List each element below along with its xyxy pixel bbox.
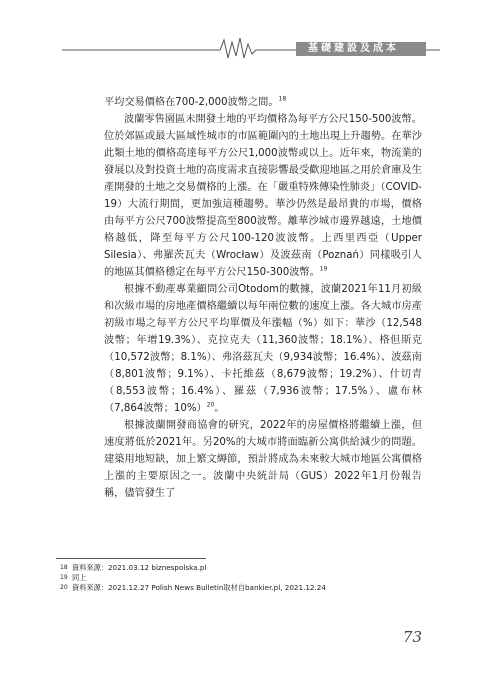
footnote-number: 19 (60, 574, 68, 581)
footnote-separator (56, 558, 206, 559)
footnote (60, 563, 420, 573)
paragraph-text: 根據波蘭開發商協會的研究，2022年的房屋價格將繼續上漲，但速度將低於2021年。另20%的大城市將面臨新公寓供給減少的問題。建築用地短缺，加上繁文縟節，預計將成為未來較大城市地區公寓價格上漲的主要原因之一。波蘭中央統計局（GUS）2022年1月份報告稱，儘管發生了 (104, 420, 422, 499)
footnote-text: 同上 (72, 573, 87, 582)
paragraph-text: 根據不動產專業顧問公司Otodom的數據，波蘭2021年11月初級和次級市場的房地產價格繼續以每年兩位數的速度上漲。各大城市房產初級市場之每平方公尺平均單價及年漲幅（%）如下：華沙（12,548波幣；年增19.3%）、克拉克夫（11,360波幣；18.1%）、格但斯克（10,572波幣；8.1%）、弗洛茲瓦夫（9,934波幣；16.4%）、波茲南（8,801波幣；9.1%）、卡托維茲（8,679波幣；19.2%）、什切青（8,553波幣；16.4%）、羅茲（7,936波幣；17.5%）、盧布林（7,864波幣；10%） (104, 284, 422, 414)
body-text (104, 94, 422, 502)
paragraph-tail: 。 (214, 403, 225, 414)
footnote-ref: 18 (278, 95, 287, 103)
footnote (60, 573, 420, 583)
paragraph (104, 417, 422, 502)
footnotes (60, 563, 420, 593)
running-header (0, 36, 480, 60)
footnote-ref: 20 (206, 401, 215, 409)
footnote-number: 18 (60, 564, 68, 571)
footnote-text: 資料來源：2021.12.27 Polish News Bulletin取材自bankier.pl, 2021.12.24 (72, 583, 326, 592)
paragraph (104, 94, 422, 111)
paragraph-text: 平均交易價格在700-2,000波幣之間。 (104, 97, 279, 108)
section-title: 基礎建設及成本 (296, 42, 426, 56)
footnote-number: 20 (60, 584, 68, 591)
paragraph-text: 波蘭零售園區未開發土地的平均價格為每平方公尺150-500波幣。位於郊區或最大區域性城市的市區範圍內的土地出現上升趨勢。在華沙此類土地的價格高達每平方公尺1,000波幣或以上。近年來，物流業的發展以及對投資土地的高度需求直接影響最受歡迎地區之用於倉庫及生產開發的土地之交易價格的上漲。在「嚴重特殊傳染性肺炎」（COVID-19）大流行期間，更加強這種趨勢。華沙仍然是最昂貴的市場，價格由每平方公尺700波幣提高至800波幣。離華沙城市邊界越遠，土地價格越低，降至每平方公尺100-120波波幣。上西里西亞（Upper Silesia）、弗羅茨瓦夫（Wrocław）及波茲南（Poznań）同樣吸引人的地區其價格穩定在每平方公尺150-300波幣。 (104, 114, 422, 278)
footnote (60, 583, 420, 593)
footnote-text: 資料來源：2021.03.12 biznespolska.pl (72, 563, 207, 572)
paragraph (104, 281, 422, 417)
paragraph (104, 111, 422, 281)
footnote-ref: 19 (319, 265, 328, 273)
page-number: 73 (402, 628, 422, 646)
